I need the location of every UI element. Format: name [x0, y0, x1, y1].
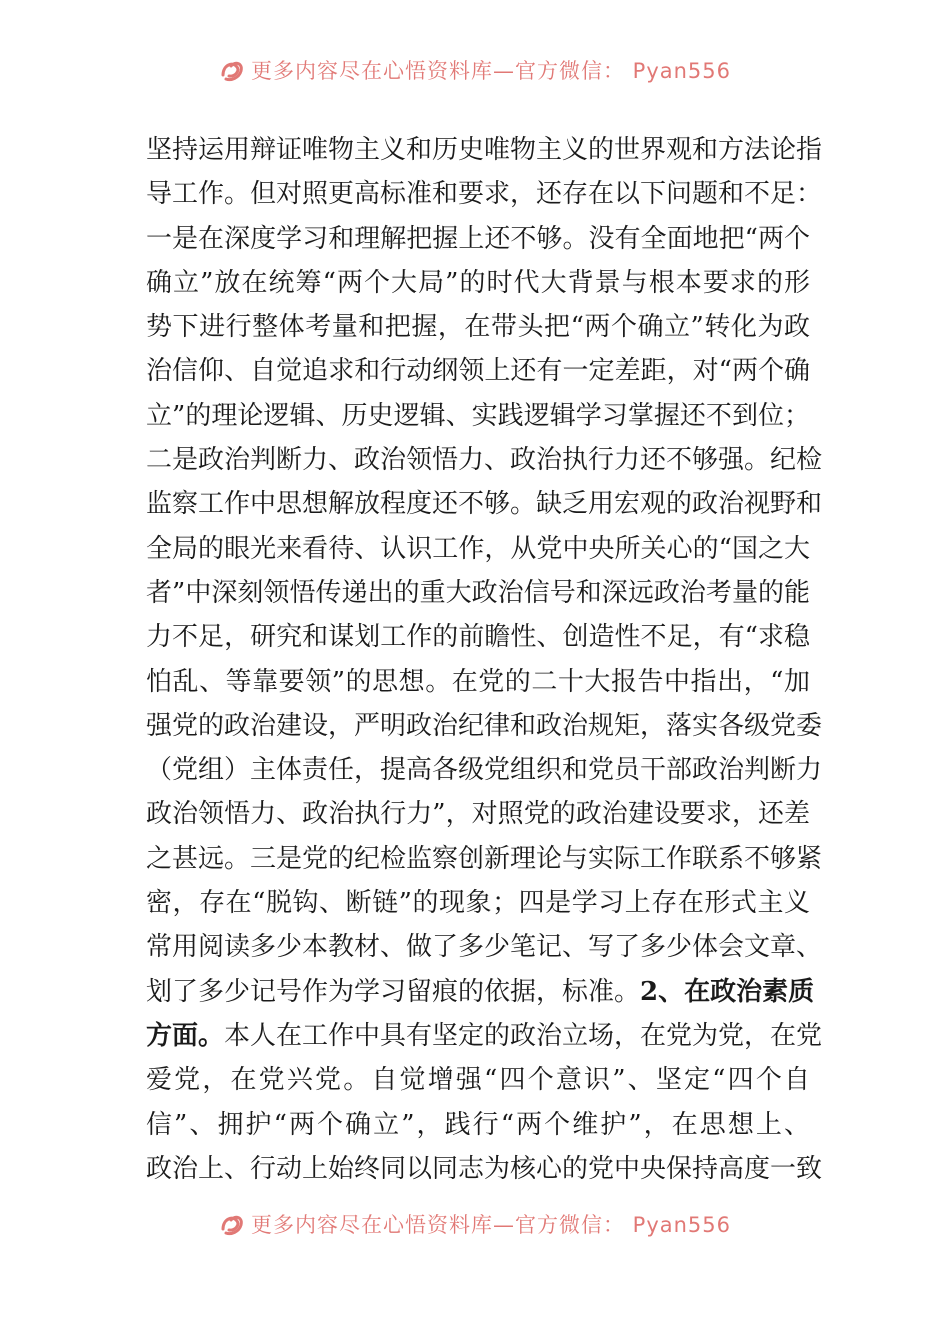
document-body: [146, 128, 823, 1191]
text-line: [146, 217, 810, 261]
line-text: 划了多少记号作为学习留痕的依据，标准。: [146, 976, 641, 1007]
text-line: [146, 1058, 810, 1102]
text-line: [146, 482, 823, 526]
line-text: 治信仰、自觉追求和行动纲领上还有一定差距，对“两个确: [146, 356, 810, 387]
text-line: [146, 748, 823, 792]
line-text: 一是在深度学习和理解把握上还不够。没有全面地把“两个: [146, 223, 810, 254]
line-text: 爱党，在党兴党。自觉增强“四个意识”、坚定“四个自: [146, 1065, 810, 1096]
text-line: [146, 261, 810, 305]
line-text: 坚持运用辩证唯物主义和历史唯物主义的世界观和方法论指: [146, 135, 823, 165]
bold-heading-text: 2、在政治素质: [640, 976, 815, 1007]
text-line: [146, 1103, 810, 1147]
line-text: 之甚远。三是党的纪检监察创新理论与实际工作联系不够紧: [146, 843, 823, 874]
line-text: 立”的理论逻辑、历史逻辑、实践逻辑学习掌握还不到位；: [146, 400, 810, 431]
line-text: 政治领悟力、政治执行力”，对照党的政治建设要求，还差: [146, 799, 810, 830]
line-text: （党组）主体责任，提高各级党组织和党员干部政治判断力: [146, 755, 823, 786]
text-line: [146, 527, 810, 571]
line-text: 信”、拥护“两个确立”，践行“两个维护”，在思想上、: [146, 1109, 810, 1140]
text-line: [146, 172, 823, 216]
line-text: 者”中深刻领悟传递出的重大政治信号和深远政治考量的能: [146, 577, 810, 608]
text-line: [146, 571, 810, 615]
text-line: [146, 1147, 823, 1191]
text-line: [146, 438, 823, 482]
line-text: 二是政治判断力、政治领悟力、政治执行力还不够强。纪检: [146, 445, 823, 476]
line-text: 势下进行整体考量和把握，在带头把“两个确立”转化为政: [146, 312, 810, 343]
watermark-logo-icon: [219, 1211, 245, 1237]
bold-heading-text: 方面。: [146, 1020, 225, 1051]
text-line: [146, 615, 810, 659]
text-line: [146, 837, 823, 881]
header-watermark: [0, 50, 950, 90]
text-line: [146, 792, 810, 836]
watermark-text: 更多内容尽在心悟资料库—官方微信： Pyan556: [250, 1213, 732, 1237]
line-text: 力不足，研究和谋划工作的前瞻性、创造性不足，有“求稳: [146, 622, 810, 653]
text-line: [146, 881, 810, 925]
watermark-text: 更多内容尽在心悟资料库—官方微信： Pyan556: [250, 59, 732, 83]
line-text: 导工作。但对照更高标准和要求，还存在以下问题和不足：: [146, 179, 823, 210]
text-line: [146, 1014, 823, 1058]
line-text: 强党的政治建设，严明政治纪律和政治规矩，落实各级党委: [146, 710, 823, 741]
line-text: 确立”放在统筹“两个大局”的时代大背景与根本要求的形: [146, 267, 810, 298]
line-text: 本人在工作中具有坚定的政治立场，在党为党，在党: [224, 1020, 823, 1051]
line-text: 密，存在“脱钩、断链”的现象；四是学习上存在形式主义: [146, 888, 810, 919]
text-line: [146, 704, 823, 748]
text-line: [146, 394, 810, 438]
line-text: 全局的眼光来看待、认识工作，从党中央所关心的“国之大: [146, 533, 810, 564]
line-text: 怕乱、等靠要领”的思想。在党的二十大报告中指出，“加: [146, 666, 810, 697]
line-text: 监察工作中思想解放程度还不够。缺乏用宏观的政治视野和: [146, 489, 823, 520]
text-line: [146, 660, 810, 704]
text-line: [146, 349, 810, 393]
watermark-logo-icon: [219, 57, 245, 83]
line-text: 政治上、行动上始终同以同志为核心的党中央保持高度一致: [146, 1153, 823, 1184]
text-line: [146, 305, 810, 349]
line-text: 常用阅读多少本教材、做了多少笔记、写了多少体会文章、: [146, 932, 823, 963]
text-line: [146, 128, 823, 172]
text-line: [146, 970, 815, 1014]
text-line: [146, 925, 823, 969]
footer-watermark: [0, 1204, 950, 1244]
